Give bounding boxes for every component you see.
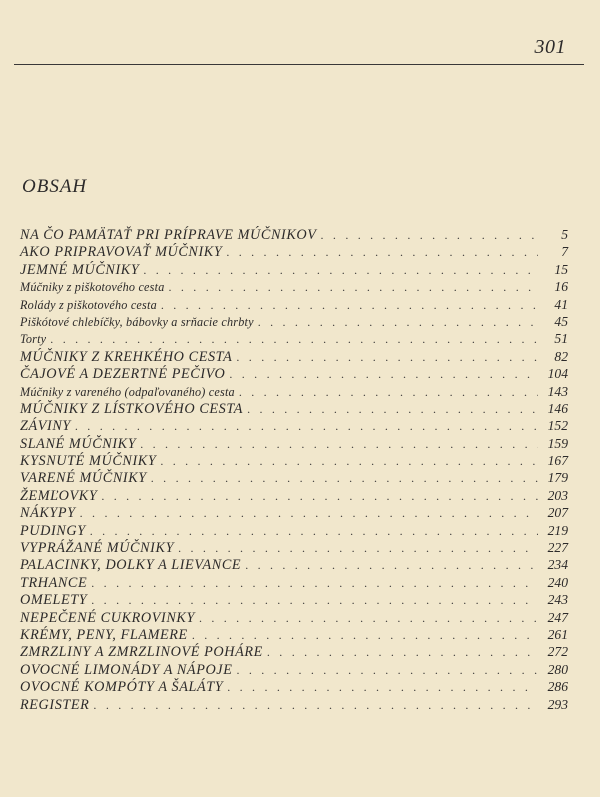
toc-entry-title: Rolády z piškotového cesta — [20, 297, 157, 312]
toc-entry-page: 15 — [554, 261, 568, 277]
toc-entry-title: PUDINGY — [20, 522, 86, 539]
toc-entry-page: 261 — [547, 626, 568, 642]
toc-entry-title: VARENÉ MÚČNIKY — [20, 470, 147, 487]
toc-entry-title: ŽEMĽOVKY — [20, 487, 98, 504]
toc-entry-page: 143 — [547, 383, 568, 399]
toc-entry-title: OVOCNÉ LIMONÁDY A NÁPOJE — [20, 661, 233, 678]
dot-leader — [199, 610, 538, 627]
dot-leader — [245, 557, 538, 574]
toc-entry-title: MÚČNIKY Z KREHKÉHO CESTA — [20, 348, 233, 365]
dot-leader — [161, 297, 538, 314]
toc-entry — [20, 365, 568, 382]
dot-leader — [80, 505, 538, 522]
toc-entry — [20, 522, 568, 539]
toc-entry-page: 247 — [547, 609, 568, 625]
toc-entry — [20, 574, 568, 591]
toc-entry — [20, 400, 568, 417]
toc-entry — [20, 678, 568, 695]
toc-entry-title: MÚČNIKY Z LÍSTKOVÉHO CESTA — [20, 400, 244, 417]
toc-entry-page: 280 — [547, 661, 568, 677]
toc-entry-title: JEMNÉ MÚČNIKY — [20, 261, 140, 278]
toc-entry-page: 104 — [547, 366, 568, 382]
toc-entry-page: 203 — [547, 487, 568, 503]
toc-entry-page: 207 — [547, 505, 568, 521]
toc-entry-page: 286 — [547, 679, 568, 695]
toc-entry-title: OMELETY — [20, 592, 88, 609]
toc-entry-page: 146 — [547, 400, 568, 416]
toc-entry — [20, 435, 568, 452]
toc-entry — [20, 452, 568, 469]
toc-entry — [20, 609, 568, 626]
dot-leader — [50, 331, 538, 348]
dot-leader — [151, 470, 538, 487]
toc-entry-title: Torty — [20, 332, 47, 347]
toc-entry-title: ZMRZLINY A ZMRZLINOVÉ POHÁRE — [20, 644, 263, 661]
toc-entry-title: REGISTER — [20, 696, 90, 713]
dot-leader — [239, 384, 538, 401]
toc-entry-page: 51 — [554, 331, 568, 347]
toc-entry — [20, 504, 568, 521]
dot-leader — [192, 627, 538, 644]
toc-entry — [20, 539, 568, 556]
toc-entry — [20, 591, 568, 608]
toc-entry-page: 240 — [547, 574, 568, 590]
toc-entry — [20, 417, 568, 434]
toc-entry — [20, 556, 568, 573]
toc-entry — [20, 296, 568, 313]
toc-entry-title: AKO PRIPRAVOVAŤ MÚČNIKY — [20, 244, 223, 261]
dot-leader — [227, 679, 538, 696]
dot-leader — [236, 662, 538, 679]
toc-entry — [20, 469, 568, 486]
toc-entry — [20, 626, 568, 643]
toc-entry — [20, 643, 568, 660]
toc-entry-title: ZÁVINY — [20, 418, 71, 435]
toc-entry — [20, 348, 568, 365]
dot-leader — [91, 575, 538, 592]
toc-entry-title: TRHANCE — [20, 574, 88, 591]
dot-leader — [140, 436, 538, 453]
toc-entry — [20, 243, 568, 260]
toc-entry-title: SLANÉ MÚČNIKY — [20, 435, 137, 452]
toc-entry — [20, 383, 568, 400]
toc-entry-page: 234 — [547, 557, 568, 573]
toc-entry-title: KYSNUTÉ MÚČNIKY — [20, 453, 157, 470]
toc-entry-title: NEPEČENÉ CUKROVINKY — [20, 609, 195, 626]
dot-leader — [178, 540, 538, 557]
toc-entry-page: 7 — [561, 244, 568, 260]
dot-leader — [101, 488, 538, 505]
dot-leader — [321, 227, 538, 244]
toc-entry — [20, 313, 568, 330]
dot-leader — [236, 349, 538, 366]
toc-entry-title: KRÉMY, PENY, FLAMERE — [20, 626, 188, 643]
toc-entry — [20, 487, 568, 504]
toc-entry-title: VYPRÁŽANÉ MÚČNIKY — [20, 540, 175, 557]
dot-leader — [229, 366, 538, 383]
toc-entry-page: 45 — [554, 313, 568, 329]
dot-leader — [143, 262, 538, 279]
dot-leader — [258, 314, 538, 331]
dot-leader — [91, 592, 538, 609]
toc-entry-page: 5 — [561, 227, 568, 242]
toc-entry-title: NA ČO PAMÄTAŤ PRI PRÍPRAVE MÚČNIKOV — [20, 227, 317, 243]
dot-leader — [90, 523, 538, 540]
toc-entry-title: Múčniky z vareného (odpaľovaného) cesta — [20, 384, 235, 399]
toc-entry — [20, 261, 568, 278]
toc-entry — [20, 661, 568, 678]
header-rule — [14, 64, 584, 65]
dot-leader — [169, 279, 539, 296]
toc-heading: OBSAH — [22, 176, 88, 197]
toc-entry — [20, 330, 568, 347]
toc-entry-title: Múčniky z piškotového cesta — [20, 280, 165, 295]
toc-entry-page: 293 — [547, 696, 568, 712]
toc-entry-title: OVOCNÉ KOMPÓTY A ŠALÁTY — [20, 679, 224, 696]
dot-leader — [247, 401, 538, 418]
toc-entry-page: 82 — [554, 348, 568, 364]
dot-leader — [75, 418, 538, 435]
toc-entry-title: Piškótové chlebíčky, bábovky a srňacie chrbty — [20, 314, 254, 329]
toc-entry-page: 179 — [547, 470, 568, 486]
toc-entry-page: 227 — [547, 540, 568, 556]
toc-entry-page: 41 — [554, 296, 568, 312]
table-of-contents — [20, 226, 568, 713]
toc-entry-page: 16 — [554, 279, 568, 295]
toc-entry-title: NÁKYPY — [20, 505, 76, 522]
dot-leader — [267, 644, 538, 661]
toc-entry-page: 243 — [547, 592, 568, 608]
dot-leader — [160, 453, 538, 470]
toc-entry-page: 219 — [547, 522, 568, 538]
toc-entry — [20, 696, 568, 713]
toc-entry-title: PALACINKY, DOLKY A LIEVANCE — [20, 557, 242, 574]
toc-entry-page: 159 — [547, 435, 568, 451]
page-number: 301 — [534, 36, 566, 58]
toc-entry-page: 167 — [547, 453, 568, 469]
toc-entry — [20, 278, 568, 295]
toc-entry-page: 152 — [547, 418, 568, 434]
toc-entry — [20, 226, 568, 243]
toc-entry-page: 272 — [547, 644, 568, 660]
dot-leader — [226, 244, 538, 261]
toc-entry-title: ČAJOVÉ A DEZERTNÉ PEČIVO — [20, 366, 226, 383]
dot-leader — [93, 697, 538, 714]
